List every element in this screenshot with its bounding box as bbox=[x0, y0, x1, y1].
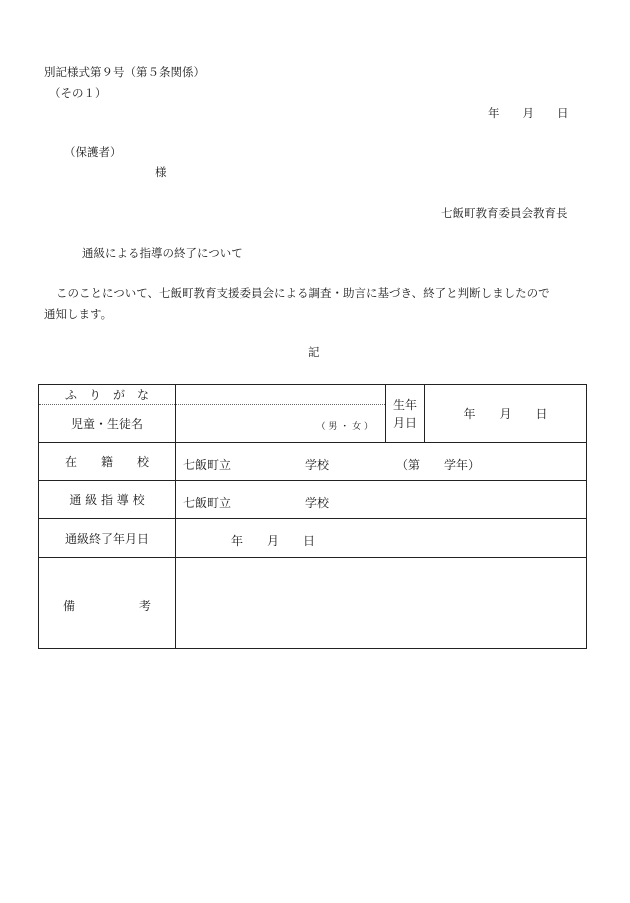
enrolled-school-grade: （第 学年） bbox=[396, 457, 481, 472]
tsukyu-school-prefix: 七飯町立 bbox=[183, 495, 232, 510]
tsukyu-school-label: 通 級 指 導 校 bbox=[39, 481, 176, 519]
guardian-label: （保護者） bbox=[64, 145, 122, 159]
enrolled-school-label: 在 籍 校 bbox=[39, 443, 176, 481]
remarks-label-2: 考 bbox=[139, 598, 152, 613]
tsukyu-school-field[interactable] bbox=[176, 481, 587, 519]
end-date-field[interactable] bbox=[176, 519, 587, 558]
remarks-field[interactable] bbox=[176, 558, 587, 649]
date-line: 年 月 日 bbox=[488, 106, 569, 120]
subject: 通級による指導の終了について bbox=[82, 246, 243, 260]
gender-select[interactable]: （ 男 ・ 女 ） bbox=[316, 421, 373, 432]
furigana-label: ふ り が な bbox=[39, 385, 176, 405]
birth-label-1: 生年 bbox=[392, 397, 417, 412]
remarks-label bbox=[39, 558, 176, 649]
enrolled-school-prefix: 七飯町立 bbox=[183, 457, 232, 472]
student-name-field[interactable] bbox=[176, 405, 386, 443]
student-name-label: 児童・生徒名 bbox=[39, 405, 176, 443]
birth-label-2: 月日 bbox=[392, 415, 417, 430]
birth-date-label bbox=[386, 385, 425, 443]
remarks-label-1: 備 bbox=[63, 598, 76, 613]
sender: 七飯町教育委員会教育長 bbox=[441, 206, 568, 220]
end-date-label: 通級終了年月日 bbox=[39, 519, 176, 558]
body-line-1: このことについて、七飯町教育支援委員会による調査・助言に基づき、終了と判断しましたので bbox=[56, 286, 550, 300]
honorific-sama: 様 bbox=[155, 165, 167, 179]
end-date-value: 年 月 日 bbox=[231, 533, 316, 548]
form-number: 別記様式第９号（第５条関係） bbox=[44, 65, 205, 79]
furigana-field[interactable] bbox=[176, 385, 386, 405]
tsukyu-school-suffix: 学校 bbox=[305, 495, 330, 510]
sub-number: （その１） bbox=[49, 86, 107, 100]
ki-label: 記 bbox=[308, 345, 320, 359]
body-line-2: 通知します。 bbox=[44, 307, 113, 321]
birth-date-value[interactable]: 年 月 日 bbox=[425, 385, 587, 443]
notification-form-table bbox=[38, 384, 587, 649]
enrolled-school-suffix: 学校 bbox=[305, 457, 330, 472]
enrolled-school-field[interactable] bbox=[176, 443, 587, 481]
